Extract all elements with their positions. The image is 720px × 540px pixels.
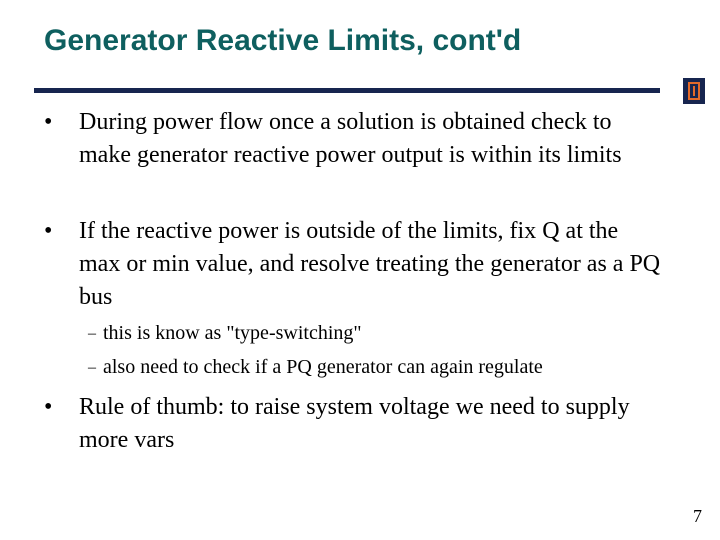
slide-title: Generator Reactive Limits, cont'd xyxy=(44,24,522,57)
bullet-text: If the reactive power is outside of the limits, fix Q at the max or min value, and resolve treating the generator as a PQ bus xyxy=(79,218,661,310)
sub-bullet-item xyxy=(88,351,668,384)
bullet-marker: • xyxy=(44,218,53,244)
page-number: 7 xyxy=(693,506,702,526)
bullet-marker: • xyxy=(44,394,53,420)
bullet-item xyxy=(44,215,664,314)
sub-bullet-marker: – xyxy=(88,359,96,376)
bullet-marker: • xyxy=(44,109,53,135)
bullet-text: Rule of thumb: to raise system voltage we need to supply more vars xyxy=(79,394,630,453)
sub-bullet-marker: – xyxy=(88,325,96,342)
bullet-item xyxy=(44,106,664,172)
sub-bullet-item xyxy=(88,317,668,350)
bullet-item xyxy=(44,391,664,457)
sub-bullet-text: this is know as "type-switching" xyxy=(103,322,362,344)
bullet-text: During power flow once a solution is obtained check to make generator reactive power output is within its limits xyxy=(79,109,622,168)
sub-bullet-text: also need to check if a PQ generator can again regulate xyxy=(103,356,543,378)
